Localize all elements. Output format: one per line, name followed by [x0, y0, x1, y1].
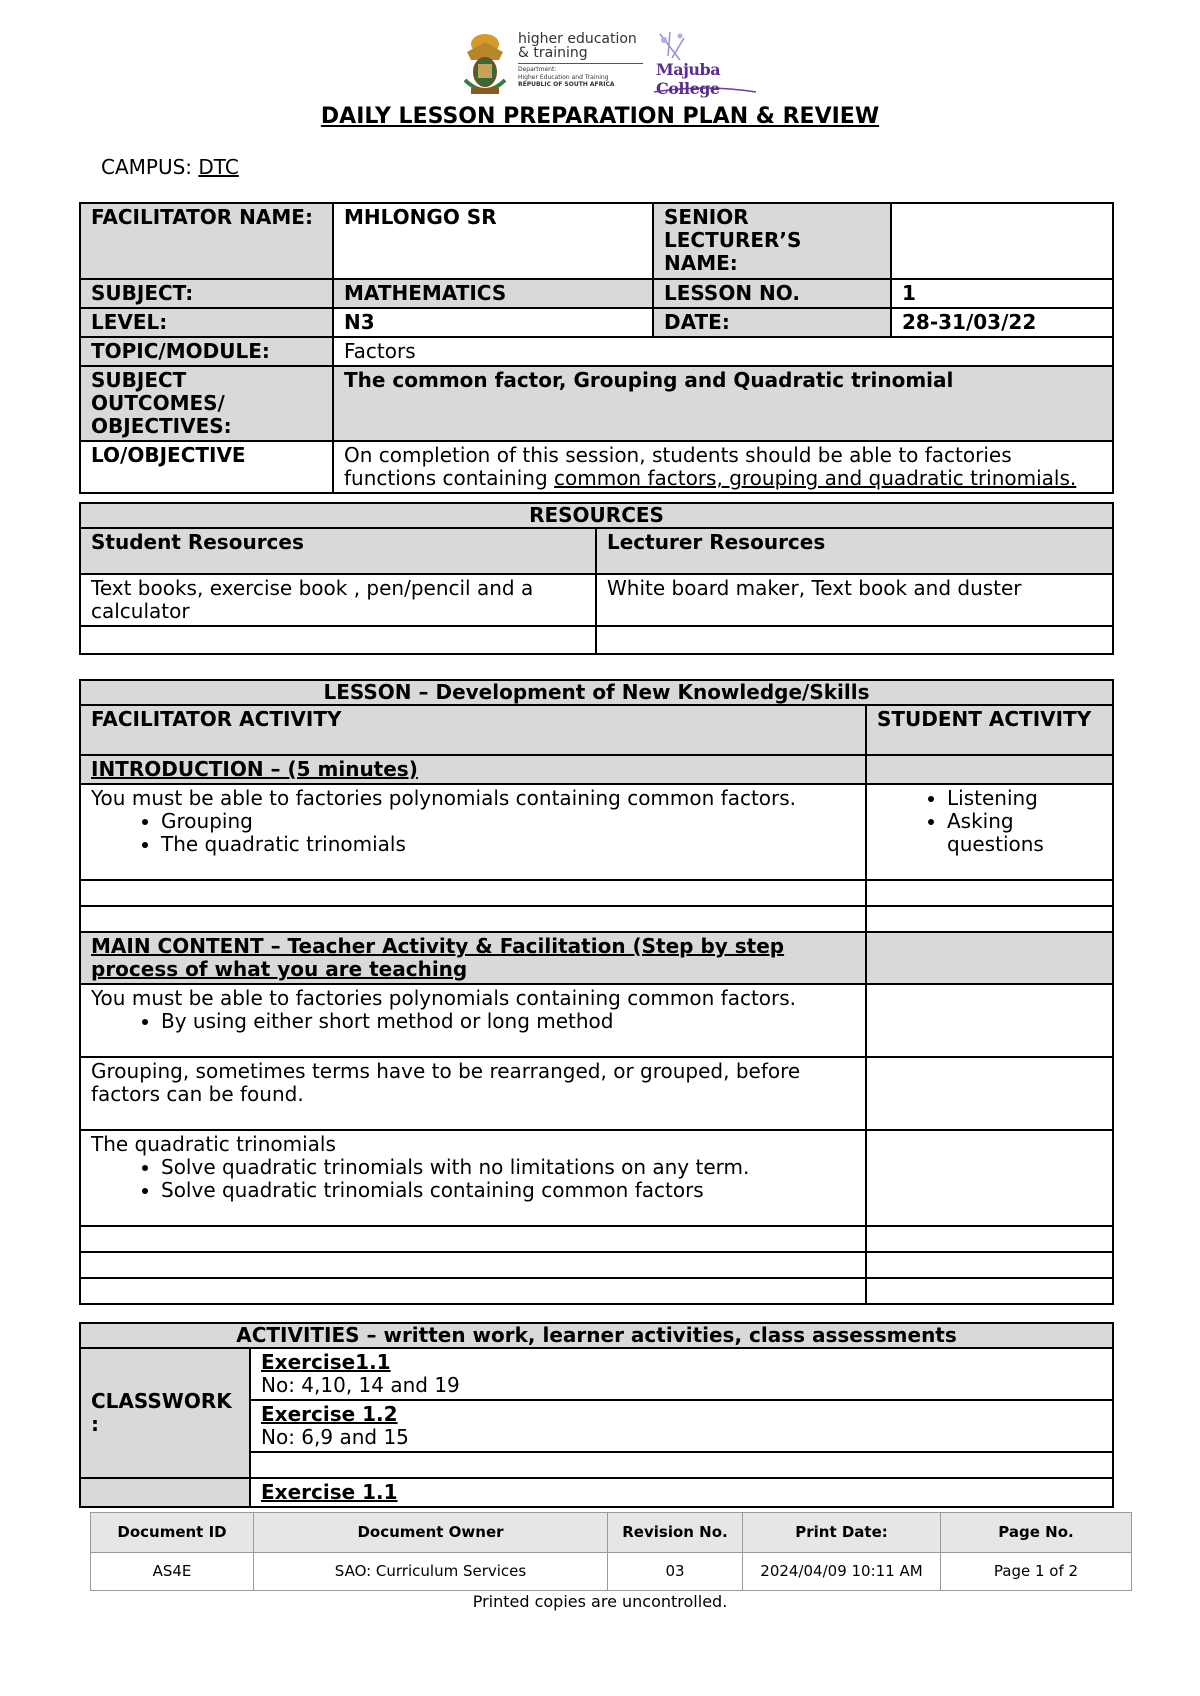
- empty-cell: [80, 880, 866, 906]
- empty-cell: [866, 1252, 1113, 1278]
- classwork-label: CLASSWORK :: [80, 1348, 250, 1478]
- empty-cell: [866, 1278, 1113, 1304]
- print-date-value: 2024/04/09 10:11 AM: [743, 1553, 941, 1591]
- lesson-info-table: [79, 202, 1114, 494]
- list-item: • Listening: [947, 787, 1102, 810]
- empty-cell: [250, 1452, 1113, 1478]
- facilitator-name-label: FACILITATOR NAME:: [80, 203, 333, 279]
- footer-header: Print Date:: [743, 1513, 941, 1553]
- lesson-no-value: 1: [891, 279, 1113, 308]
- list-item: • By using either short method or long method: [161, 1010, 855, 1033]
- footer-header: Document Owner: [254, 1513, 608, 1553]
- activities-header: ACTIVITIES – written work, learner activities, class assessments: [80, 1323, 1113, 1348]
- footer-header: Document ID: [91, 1513, 254, 1553]
- footer-header: Revision No.: [608, 1513, 743, 1553]
- resources-table: [79, 502, 1114, 655]
- student-resources-label: Student Resources: [80, 528, 596, 574]
- facilitator-activity-label: FACILITATOR ACTIVITY: [80, 705, 866, 755]
- empty-cell: [866, 1057, 1113, 1130]
- empty-cell: [80, 1252, 866, 1278]
- uncontrolled-note: Printed copies are uncontrolled.: [472, 1592, 728, 1611]
- introduction-heading: INTRODUCTION – (5 minutes): [80, 755, 866, 784]
- campus-value: DTC: [198, 155, 239, 179]
- campus-label: CAMPUS:: [101, 155, 193, 179]
- empty-cell: [866, 1130, 1113, 1226]
- exercise-item: Exercise 1.2 No: 6,9 and 15: [250, 1400, 1113, 1452]
- empty-cell: [866, 755, 1113, 784]
- empty-cell: [80, 1278, 866, 1304]
- introduction-content: You must be able to factories polynomials containing common factors. • Grouping • The quadratic trinomials: [80, 784, 866, 880]
- main-content-heading: MAIN CONTENT – Teacher Activity & Facilitation (Step by step process of what you are teaching: [80, 932, 866, 984]
- list-item: • Solve quadratic trinomials containing common factors: [161, 1179, 855, 1202]
- lesson-header: LESSON – Development of New Knowledge/Skills: [80, 680, 1113, 705]
- subject-value: MATHEMATICS: [333, 279, 653, 308]
- lo-objective-label: LO/OBJECTIVE: [80, 441, 333, 493]
- footer-header: Page No.: [941, 1513, 1132, 1553]
- revision-no-value: 03: [608, 1553, 743, 1591]
- main-content-item: You must be able to factories polynomials containing common factors. • By using either short method or long method: [80, 984, 866, 1057]
- outcomes-value: The common factor, Grouping and Quadratic trinomial: [333, 366, 1113, 441]
- main-content-item: Grouping, sometimes terms have to be rearranged, or grouped, before factors can be found.: [80, 1057, 866, 1130]
- exercise-item: Exercise1.1 No: 4,10, 14 and 19: [250, 1348, 1113, 1400]
- level-label: LEVEL:: [80, 308, 333, 337]
- majuba-college-logo: Majuba College: [650, 30, 760, 98]
- date-value: 28-31/03/22: [891, 308, 1113, 337]
- student-activity-label: STUDENT ACTIVITY: [866, 705, 1113, 755]
- facilitator-name-value: MHLONGO SR: [333, 203, 653, 279]
- empty-cell: [866, 984, 1113, 1057]
- subject-label: SUBJECT:: [80, 279, 333, 308]
- list-item: • Solve quadratic trinomials with no limitations on any term.: [161, 1156, 855, 1179]
- level-value: N3: [333, 308, 653, 337]
- resources-header: RESOURCES: [80, 503, 1113, 528]
- student-activity-content: [866, 784, 1113, 880]
- outcomes-label: SUBJECT OUTCOMES/ OBJECTIVES:: [80, 366, 333, 441]
- document-owner-value: SAO: Curriculum Services: [254, 1553, 608, 1591]
- list-item: • Grouping: [161, 810, 855, 833]
- empty-cell: [866, 880, 1113, 906]
- topic-label: TOPIC/MODULE:: [80, 337, 333, 366]
- empty-cell: [80, 1478, 250, 1507]
- empty-cell: [596, 626, 1113, 654]
- topic-value: Factors: [333, 337, 1113, 366]
- lesson-no-label: LESSON NO.: [653, 279, 891, 308]
- lecturer-resources-value: White board maker, Text book and duster: [596, 574, 1113, 626]
- lesson-table: [79, 679, 1114, 1305]
- campus-line: [101, 155, 239, 179]
- senior-lecturer-label: SENIOR LECTURER’S NAME:: [653, 203, 891, 279]
- empty-cell: [866, 932, 1113, 984]
- page-title: DAILY LESSON PREPARATION PLAN & REVIEW: [320, 104, 880, 129]
- empty-cell: [866, 906, 1113, 932]
- dhet-logo-text: higher education & training Department: Higher Education and Training REPUBLIC OF SOUTH AFRICA: [518, 32, 643, 88]
- empty-cell: [80, 626, 596, 654]
- document-id-value: AS4E: [91, 1553, 254, 1591]
- empty-cell: [80, 1226, 866, 1252]
- document-footer-table: [90, 1512, 1132, 1591]
- empty-cell: [80, 906, 866, 932]
- senior-lecturer-value: [891, 203, 1113, 279]
- student-resources-value: Text books, exercise book , pen/pencil and a calculator: [80, 574, 596, 626]
- lo-objective-value: On completion of this session, students should be able to factories functions containing common factors, grouping and quadratic trinomials.: [333, 441, 1113, 493]
- activities-table: [79, 1322, 1114, 1508]
- empty-cell: [866, 1226, 1113, 1252]
- lecturer-resources-label: Lecturer Resources: [596, 528, 1113, 574]
- list-item: • Asking questions: [947, 810, 1102, 856]
- date-label: DATE:: [653, 308, 891, 337]
- main-content-item: The quadratic trinomials • Solve quadratic trinomials with no limitations on any term. • Solve quadratic trinomials containing common factors: [80, 1130, 866, 1226]
- page-no-value: Page 1 of 2: [941, 1553, 1132, 1591]
- list-item: • The quadratic trinomials: [161, 833, 855, 856]
- coat-of-arms-logo: [461, 30, 509, 98]
- exercise-item: Exercise 1.1: [250, 1478, 1113, 1507]
